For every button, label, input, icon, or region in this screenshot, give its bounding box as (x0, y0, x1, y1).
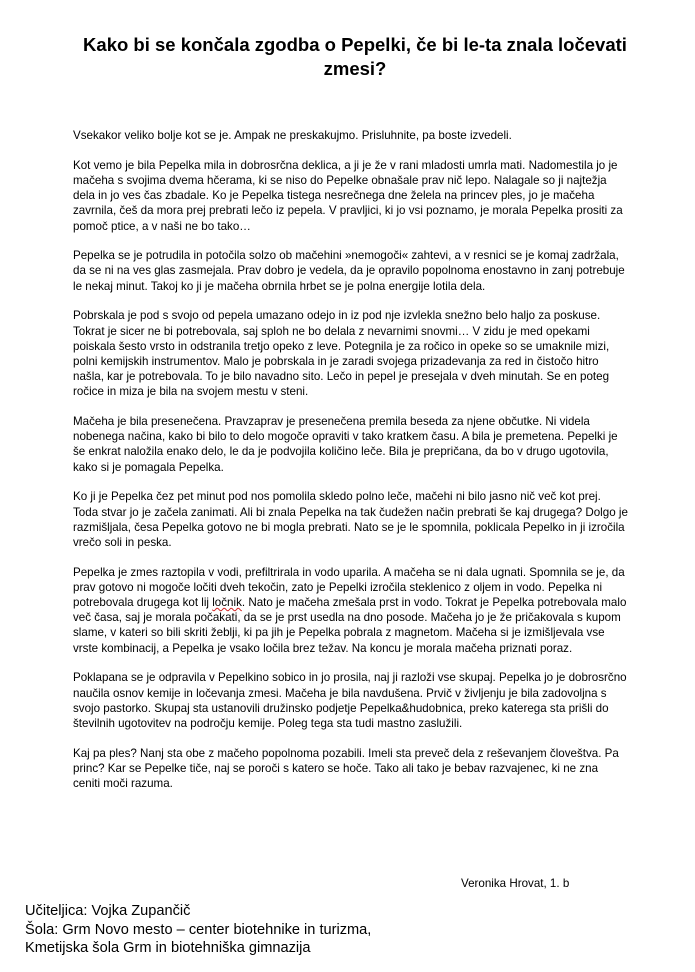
teacher-line: Učiteljica: Vojka Zupančič (25, 903, 191, 919)
school-footer (25, 902, 371, 958)
school-line: Šola: Grm Novo mesto – center biotehnike in turizma, (25, 921, 372, 938)
paragraph-8: Poklapana se je odpravila v Pepelkino sobico in jo prosila, naj ji razloži vse skupaj. Pepelka jo je dobrosrčno naučila osnov kemije in ločevanja zmesi. Mačeha je bila navdušena. Prvič v življenju je bila zadovoljna s svojo pastorko. Skupaj sta ustanovili družinsko podjetje Pepelka&hudobnica, preko katerega sta prišli do številnih ugotovitev na področju kemije. Poleg tega sta tudi mastno zaslužili. (73, 671, 627, 730)
paragraph-7 (73, 565, 628, 656)
paragraph-4: Pobrskala je pod s svojo od pepela umazano odejo in iz pod nje izvlekla snežno belo haljo za poskuse. Tokrat je sicer ne bi potrebovala, saj sploh ne bo delala z nevarnimi snovmi… V zidu je med opekami poiskala šesto vrsto in odstranila tretjo opeko z leve. Potegnila je za ročico in opeke so se umaknile mizi, polni kemijskih instrumentov. Malo je pobrskala in je zaradi svojega prizadevanja za red in čistočo hitro našla, kar je potrebovala. To je bilo navadno sito. Lečo in pepel je presejala v dveh minutah. Se en poteg ročice in miza je bila na svojem mestu v steni. (73, 309, 610, 399)
document-body (73, 128, 628, 806)
spellcheck-flagged-word: ločnik (212, 596, 242, 610)
paragraph-7-start: Pepelka je zmes raztopila v vodi, prefiltrirala in vodo uparila. A mačeha se ni dala ugnati. Spomnila se je, da prav gotovo ni mogoče ločiti dveh tekočin, zato je Pepelki izročila steklenico z oljem in vodo. Pepelka ni potrebovala drugega kot lij (73, 565, 625, 610)
paragraph-7-end: . Nato je mačeha zmešala prst in vodo. Tokrat je Pepelka potrebovala malo več časa, saj je morala počakati, da se je prst usedla na dno posode. Mačeha jo je že pričakovala s kupom slame, v kateri so bili skriti žeblji, ki pa jih je Pepelka pobrala z magnetom. Mačeha si je izmišljevala vse vrste kombinacij, a Pepelka je vsako ločila brez težav. Na koncu je morala mačeha priznati poraz. (73, 596, 627, 655)
author-signature: Veronika Hrovat, 1. b (461, 877, 570, 890)
school-line-2: Kmetijska šola Grm in biotehniška gimnazija (25, 940, 311, 956)
paragraph-3: Pepelka se je potrudila in potočila solzo ob mačehini »nemogoči« zahtevi, a v resnici se je komaj zadržala, da se ni na ves glas zasmejala. Prav dobro je vedela, da je opravilo popolnoma enostavno in zanj potrebuje le nekaj minut. Takoj ko ji je mačeha obrnila hrbet se je polna energije lotila dela. (73, 249, 625, 293)
paragraph-5: Mačeha je bila presenečena. Pravzaprav je presenečena premila beseda za njene občutke. Ni videla nobenega načina, kako bi bilo to delo mogoče opraviti v tako kratkem času. A bila je premetena. Pepelki je še enkrat naložila enako delo, le da je podvojila količino leče. Bila je prepričana, da bo v drugo ugotovila, kako si je pomagala Pepelka. (73, 415, 618, 474)
paragraph-1: Vsekakor veliko bolje kot se je. Ampak ne preskakujmo. Prisluhnite, pa boste izvedeli. (73, 129, 512, 142)
paragraph-9: Kaj pa ples? Nanj sta obe z mačeho popolnoma pozabili. Imeli sta preveč dela z reševanjem človeštva. Pa princ? Kar se Pepelke tiče, naj se poroči s katero se hoče. Tako ali tako je bebav razvajenec, ki ne zna ceniti moči razuma. (73, 746, 619, 791)
paragraph-6: Ko ji je Pepelka čez pet minut pod nos pomolila skledo polno leče, mačehi ni bilo jasno nič več kot prej. Toda stvar jo je začela zanimati. Ali bi znala Pepelka na tak čudežen način prebrati še kaj drugega? Dolgo je razmišljala, česa Pepelka gotovo ne bi mogla prebrati. Nato se je le spomnila, poklicala Pepelko in ji izročila vrečo soli in peska. (73, 490, 628, 549)
paragraph-2: Kot vemo je bila Pepelka mila in dobrosrčna deklica, a ji je že v rani mladosti umrla mati. Nadomestila jo je mačeha s svojima dvema hčerama, ki se niso do Pepelke obnašale prav nič lepo. Nalagale so ji najtežja dela in jo ves čas zbadale. Ko je Pepelka tistega nesrečnega dne želela na princev ples, jo je mačeha zavrnila, češ da mora prej prebrati lečo iz pepela. V pravljici, ki jo vsi poznamo, je morala Pepelka prositi za pomoč ptice, a v naši ne bo tako… (73, 158, 623, 233)
document-title: Kako bi se končala zgodba o Pepelki, če bi le-ta znala ločevati zmesi? (83, 34, 627, 79)
